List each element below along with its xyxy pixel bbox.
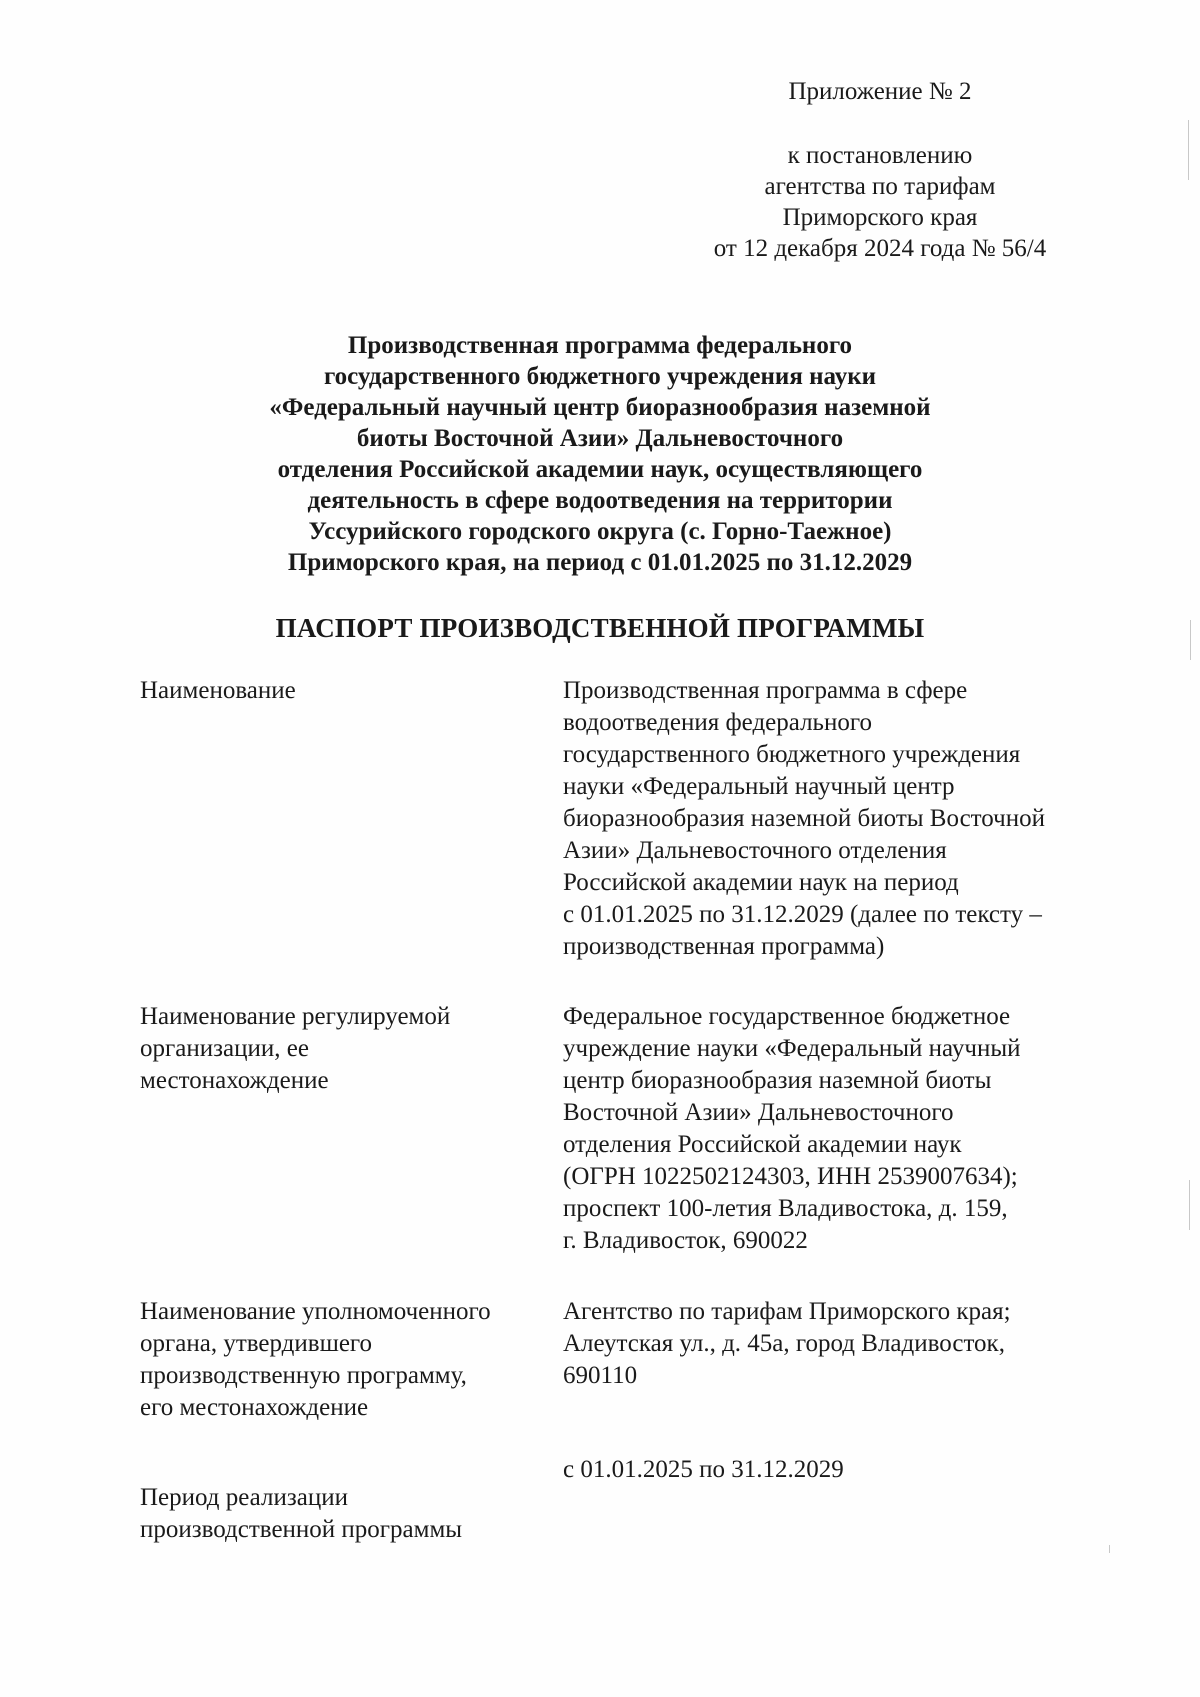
title-line: Приморского края, на период с 01.01.2025 по 31.12.2029	[287, 549, 913, 576]
label-line: Наименование уполномоченного	[140, 1298, 491, 1325]
value-line: Азии» Дальневосточного отделения	[563, 837, 947, 864]
row-label	[140, 1296, 550, 1424]
row-label	[140, 1001, 550, 1097]
passport-heading: ПАСПОРТ ПРОИЗВОДСТВЕННОЙ ПРОГРАММЫ	[275, 613, 925, 643]
value-line: государственного бюджетного учреждения	[563, 741, 1021, 768]
value-line: Алеутская ул., д. 45а, город Владивосток,	[563, 1330, 1005, 1357]
appendix-line: к постановлению	[787, 142, 973, 169]
value-line: Федеральное государственное бюджетное	[563, 1003, 1011, 1030]
label-line: Наименование регулируемой	[140, 1003, 451, 1030]
row-value	[563, 1296, 1123, 1392]
label-line: производственную программу,	[140, 1362, 467, 1389]
appendix-line: агентства по тарифам	[764, 173, 996, 200]
row-label	[140, 1482, 550, 1546]
label-line: Период реализации	[140, 1484, 348, 1511]
title-line: биоты Восточной Азии» Дальневосточного	[356, 425, 844, 452]
value-line: г. Владивосток, 690022	[563, 1227, 808, 1254]
value-line: с 01.01.2025 по 31.12.2029 (далее по тексту –	[563, 901, 1042, 928]
scan-artifact	[1109, 1545, 1110, 1553]
title-line: деятельность в сфере водоотведения на территории	[307, 487, 893, 514]
value-line: Производственная программа в сфере	[563, 677, 968, 704]
appendix-line: от 12 декабря 2024 года № 56/4	[713, 235, 1047, 262]
value-line: (ОГРН 1022502124303, ИНН 2539007634);	[563, 1163, 1018, 1190]
value-line: центр биоразнообразия наземной биоты	[563, 1067, 992, 1094]
value-line: отделения Российской академии наук	[563, 1131, 962, 1158]
label-line: организации, ее	[140, 1035, 309, 1062]
row-value	[563, 1454, 1123, 1486]
value-line: с 01.01.2025 по 31.12.2029	[563, 1456, 844, 1483]
appendix-title: Приложение № 2	[788, 78, 972, 105]
value-line: производственная программа)	[563, 933, 885, 960]
row-value	[563, 1001, 1123, 1257]
title-line: государственного бюджетного учреждения науки	[323, 363, 877, 390]
title-line: Уссурийского городского округа (с. Горно-Таежное)	[308, 518, 892, 545]
value-line: Российской академии наук на период	[563, 869, 959, 896]
title-line: Производственная программа федерального	[347, 332, 853, 359]
label-line: органа, утвердившего	[140, 1330, 373, 1357]
value-line: водоотведения федерального	[563, 709, 872, 736]
document-title	[220, 330, 980, 578]
label-line: его местонахождение	[140, 1394, 369, 1421]
row-value	[563, 675, 1123, 963]
value-line: Восточной Азии» Дальневосточного	[563, 1099, 954, 1126]
value-line: науки «Федеральный научный центр	[563, 773, 955, 800]
value-line: биоразнообразия наземной биоты Восточной	[563, 805, 1045, 832]
appendix-reference	[700, 140, 1060, 264]
label-line: производственной программы	[140, 1516, 463, 1543]
value-line: 690110	[563, 1362, 638, 1389]
scan-artifact	[1188, 120, 1189, 180]
value-line: Агентство по тарифам Приморского края;	[563, 1298, 1011, 1325]
value-line: учреждение науки «Федеральный научный	[563, 1035, 1021, 1062]
label-line: Наименование	[140, 677, 296, 704]
row-label	[140, 675, 550, 707]
value-line: проспект 100-летия Владивостока, д. 159,	[563, 1195, 1008, 1222]
scan-artifact	[1189, 1180, 1190, 1230]
title-line: «Федеральный научный центр биоразнообразия наземной	[269, 394, 931, 421]
scan-artifact	[1190, 620, 1191, 660]
label-line: местонахождение	[140, 1067, 329, 1094]
appendix-line: Приморского края	[782, 204, 978, 231]
title-line: отделения Российской академии наук, осуществляющего	[277, 456, 923, 483]
